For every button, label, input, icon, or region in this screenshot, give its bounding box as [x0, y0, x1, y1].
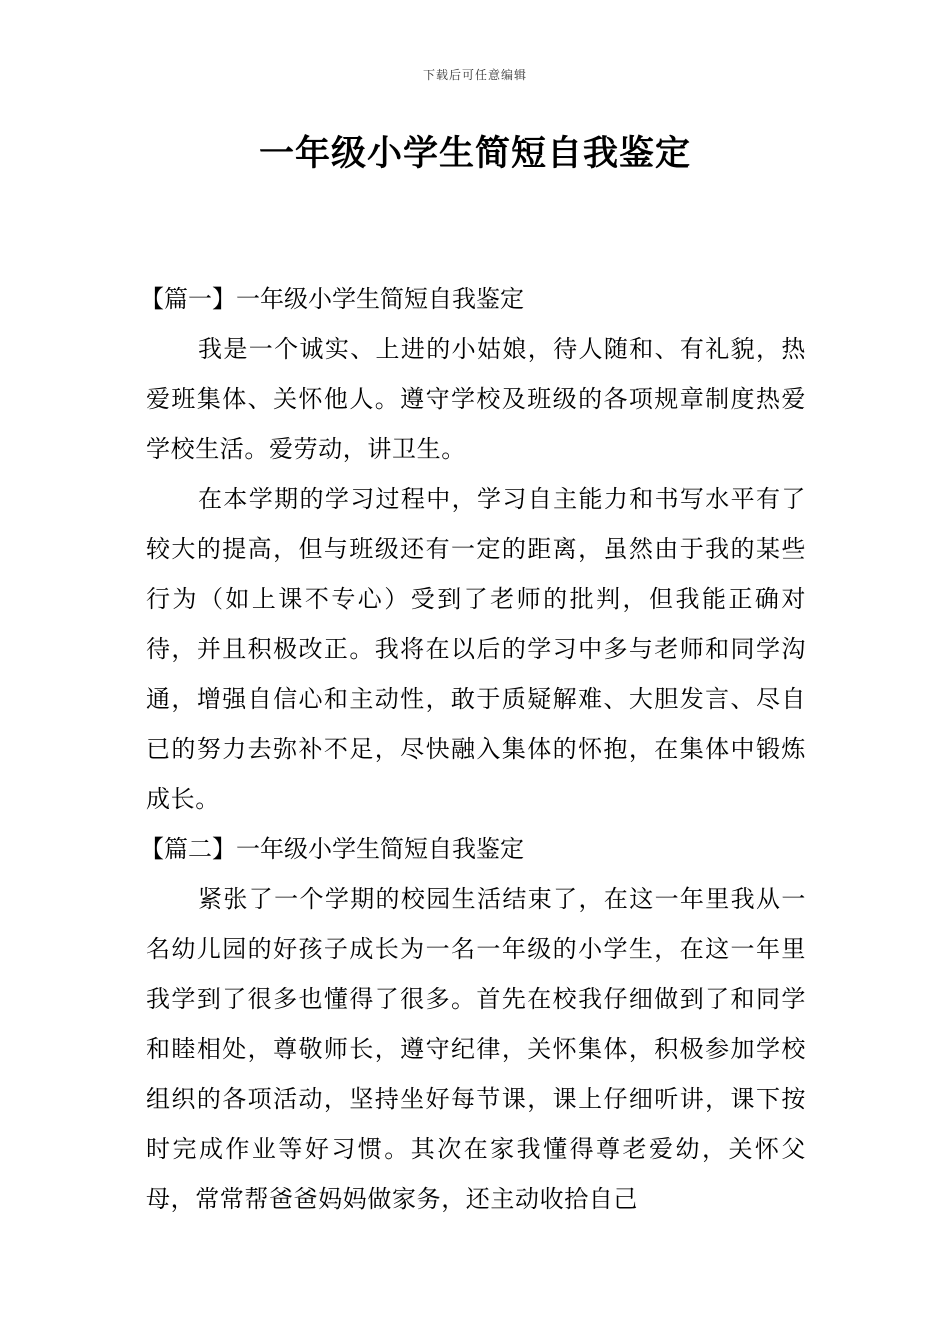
header-note: 下载后可任意编辑 — [422, 68, 527, 82]
section-heading: 【篇二】一年级小学生简短自我鉴定 — [140, 835, 524, 863]
document-body — [140, 274, 806, 1224]
section-2 — [140, 824, 806, 1224]
paragraph: 紧张了一个学期的校园生活结束了，在这一年里我从一名幼儿园的好孩子成长为一名一年级的小学生，在这一年里我学到了很多也懂得了很多。首先在校我仔细做到了和同学和睦相处，尊敬师长，遵守纪律，关怀集体，积极参加学校组织的各项活动，坚持坐好每节课，课上仔细听讲，课下按时完成作业等好习惯。其次在家我懂得尊老爱幼，关怀父母，常常帮爸爸妈妈做家务，还主动收拾自己 — [146, 885, 806, 1213]
document-title: 一年级小学生简短自我鉴定 — [258, 134, 691, 174]
paragraph: 在本学期的学习过程中，学习自主能力和书写水平有了较大的提高，但与班级还有一定的距离，虽然由于我的某些行为（如上课不专心）受到了老师的批判，但我能正确对待，并且积极改正。我将在以后的学习中多与老师和同学沟通，增强自信心和主动性，敢于质疑解难、大胆发言、尽自已的努力去弥补不足，尽快融入集体的怀抱，在集体中锻炼成长。 — [146, 485, 806, 813]
section-heading: 【篇一】一年级小学生简短自我鉴定 — [140, 285, 524, 313]
section-1 — [140, 274, 806, 824]
paragraph: 我是一个诚实、上进的小姑娘，待人随和、有礼貌，热爱班集体、关怀他人。遵守学校及班级的各项规章制度热爱学校生活。爱劳动，讲卫生。 — [146, 335, 806, 463]
